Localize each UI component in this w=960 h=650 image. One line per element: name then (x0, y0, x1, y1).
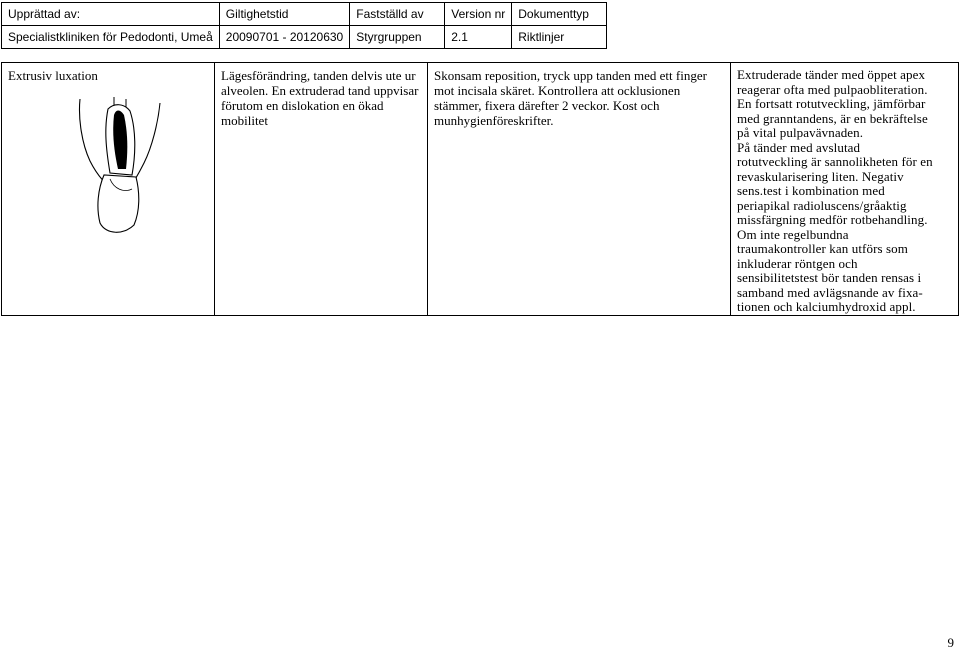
diagnosis-text: Extrusiv luxation (8, 68, 98, 83)
header-cell-prepared-by-value: Specialistkliniken för Pedodonti, Umeå (2, 26, 220, 49)
prognosis-line: revaskularisering liten. Negativ (737, 168, 904, 184)
header-cell-doctype-label: Dokumenttyp (512, 3, 607, 26)
description-cell: Lägesförändring, tanden delvis ute ur alveolen. En extruderad tand uppvisar förutom en dislokation en ökad mobilitet (215, 63, 428, 316)
prognosis-cell (731, 63, 959, 316)
header-cell-version-value: 2.1 (445, 26, 512, 49)
header-cell-doctype-value: Riktlinjer (512, 26, 607, 49)
prognosis-line: periapikal radioluscens/gråaktig (737, 197, 907, 213)
prognosis-line: En fortsatt rotutveckling, jämförbar (737, 96, 926, 111)
header-cell-approved-by-value: Styrgruppen (350, 26, 445, 49)
page-number: 9 (947, 635, 954, 650)
prognosis-line: reagerar ofta med pulpaobliteration. (737, 81, 928, 97)
header-cell-approved-by-label: Fastställd av (350, 3, 445, 26)
diagnosis-cell (2, 63, 215, 316)
document-header-table (1, 2, 607, 49)
header-row-labels (2, 3, 607, 26)
prognosis-line: med granntandens, är en bekräftelse (737, 110, 928, 126)
treatment-cell: Skonsam reposition, tryck upp tanden med ett finger mot incisala skäret. Kontrollera att ocklusionen stämmer, fixera därefter 2 veckor. Kost och munhygienföreskrifter. (428, 63, 731, 316)
header-cell-prepared-by-label: Upprättad av: (2, 3, 220, 26)
prognosis-line: På tänder med avslutad (737, 139, 861, 155)
header-cell-version-label: Version nr (445, 3, 512, 26)
prognosis-line: tionen och kalciumhydroxid appl. (737, 299, 916, 314)
extruded-tooth-illustration (74, 89, 164, 237)
header-row-values (2, 26, 607, 49)
prognosis-line: Om inte regelbundna (737, 226, 849, 242)
prognosis-line: på vital pulpavävnaden. (737, 125, 864, 140)
prognosis-line: samband med avlägsnande av fixa- (737, 284, 923, 300)
table-row (2, 63, 959, 316)
header-cell-validity-value: 20090701 - 20120630 (219, 26, 349, 49)
luxation-guideline-table (1, 62, 959, 316)
prognosis-line: rotutveckling är sannolikheten för en (737, 154, 933, 169)
header-cell-validity-label: Giltighetstid (219, 3, 349, 26)
prognosis-line: sensibilitetstest bör tanden rensas i (737, 270, 922, 285)
prognosis-line: sens.test i kombination med (737, 183, 885, 198)
prognosis-line: traumakontroller kan utförs som (737, 241, 908, 256)
prognosis-line: Extruderade tänder med öppet apex (737, 67, 926, 82)
prognosis-line: inkluderar röntgen och (737, 255, 858, 271)
prognosis-line: missfärgning medför rotbehandling. (737, 212, 928, 227)
